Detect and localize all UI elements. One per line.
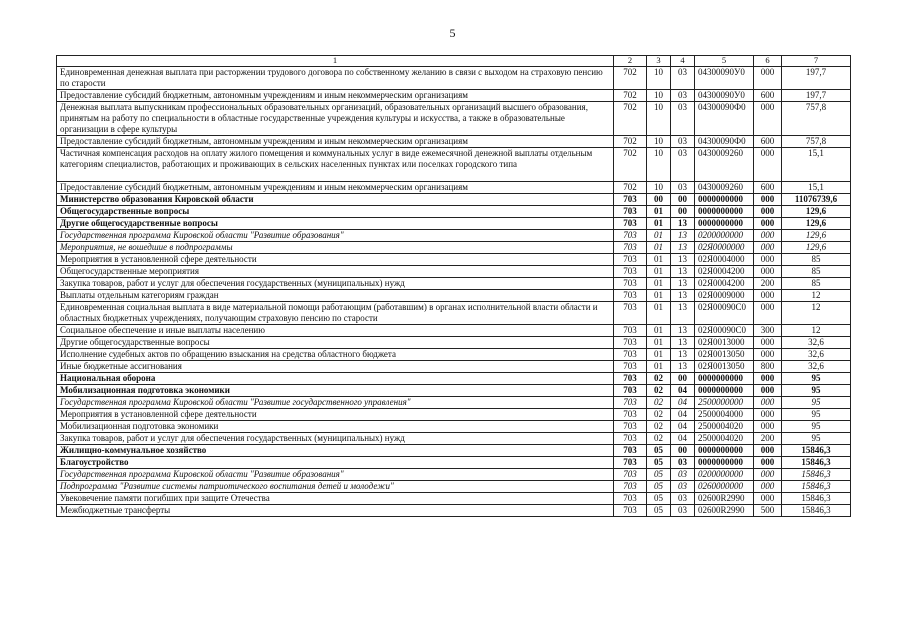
row-admin-code-cell: 702 <box>614 148 647 182</box>
row-section-cell: 01 <box>647 254 671 266</box>
header-cell: 4 <box>671 56 695 67</box>
row-section-cell: 01 <box>647 337 671 349</box>
row-amount-cell: 32,6 <box>782 337 851 349</box>
row-name-cell: Мероприятия в установленной сфере деятельности <box>57 409 614 421</box>
row-admin-code-cell: 703 <box>614 218 647 230</box>
row-admin-code-cell: 703 <box>614 469 647 481</box>
row-name-cell: Мероприятия, не вошедшие в подпрограммы <box>57 242 614 254</box>
row-target-article-cell: 0000000000 <box>695 194 754 206</box>
row-amount-cell: 15846,3 <box>782 457 851 469</box>
row-section-cell: 00 <box>647 194 671 206</box>
table-row <box>57 242 851 254</box>
row-expense-type-cell: 000 <box>754 67 782 90</box>
row-amount-cell: 85 <box>782 254 851 266</box>
row-admin-code-cell: 703 <box>614 266 647 278</box>
table-row <box>57 433 851 445</box>
table-row <box>57 206 851 218</box>
row-admin-code-cell: 703 <box>614 493 647 505</box>
row-subsection-cell: 13 <box>671 230 695 242</box>
row-amount-cell: 32,6 <box>782 361 851 373</box>
row-admin-code-cell: 703 <box>614 290 647 302</box>
row-section-cell: 10 <box>647 148 671 182</box>
row-expense-type-cell: 000 <box>754 206 782 218</box>
row-expense-type-cell: 000 <box>754 409 782 421</box>
row-expense-type-cell: 500 <box>754 505 782 517</box>
row-name-cell: Иные бюджетные ассигнования <box>57 361 614 373</box>
row-section-cell: 01 <box>647 349 671 361</box>
row-expense-type-cell: 000 <box>754 385 782 397</box>
table-row <box>57 67 851 90</box>
row-subsection-cell: 03 <box>671 136 695 148</box>
row-admin-code-cell: 703 <box>614 337 647 349</box>
row-subsection-cell: 13 <box>671 242 695 254</box>
row-expense-type-cell: 000 <box>754 194 782 206</box>
row-expense-type-cell: 000 <box>754 337 782 349</box>
row-subsection-cell: 04 <box>671 385 695 397</box>
row-name-cell: Национальная оборона <box>57 373 614 385</box>
row-amount-cell: 129,6 <box>782 218 851 230</box>
table-row <box>57 349 851 361</box>
row-expense-type-cell: 000 <box>754 457 782 469</box>
row-subsection-cell: 13 <box>671 302 695 325</box>
table-row <box>57 194 851 206</box>
row-subsection-cell: 03 <box>671 469 695 481</box>
row-target-article-cell: 04300090Ф0 <box>695 136 754 148</box>
row-section-cell: 01 <box>647 290 671 302</box>
row-target-article-cell: 0000000000 <box>695 218 754 230</box>
row-subsection-cell: 03 <box>671 505 695 517</box>
row-admin-code-cell: 703 <box>614 457 647 469</box>
table-row <box>57 90 851 102</box>
row-name-cell: Денежная выплата выпускникам профессиональных образовательных организаций, образовательных организаций высшего образования, принятым на работу по специальности в областные государственные учреждения культуры и искусства, а также в образовательные организации в сфере культуры <box>57 102 614 136</box>
row-name-cell: Министерство образования Кировской области <box>57 194 614 206</box>
row-subsection-cell: 13 <box>671 290 695 302</box>
row-target-article-cell: 2500004020 <box>695 433 754 445</box>
row-subsection-cell: 13 <box>671 278 695 290</box>
row-name-cell: Предоставление субсидий бюджетным, автономным учреждениям и иным некоммерческим организациям <box>57 182 614 194</box>
row-admin-code-cell: 703 <box>614 433 647 445</box>
row-subsection-cell: 13 <box>671 266 695 278</box>
row-amount-cell: 15846,3 <box>782 469 851 481</box>
row-target-article-cell: 0430009260 <box>695 148 754 182</box>
table-body <box>57 67 851 517</box>
table-row <box>57 481 851 493</box>
row-subsection-cell: 03 <box>671 182 695 194</box>
row-expense-type-cell: 000 <box>754 218 782 230</box>
row-amount-cell: 15846,3 <box>782 505 851 517</box>
row-target-article-cell: 02Я0013050 <box>695 349 754 361</box>
row-name-cell: Общегосударственные вопросы <box>57 206 614 218</box>
row-name-cell: Другие общегосударственные вопросы <box>57 337 614 349</box>
row-name-cell: Межбюджетные трансферты <box>57 505 614 517</box>
table-row <box>57 302 851 325</box>
row-name-cell: Частичная компенсация расходов на оплату жилого помещения и коммунальных услуг в виде ежемесячной денежной выплаты отдельным категориям специалистов, работающих и проживающих в сельских населенных пунктах или поселках городского типа <box>57 148 614 182</box>
row-section-cell: 02 <box>647 397 671 409</box>
row-admin-code-cell: 703 <box>614 278 647 290</box>
row-amount-cell: 15846,3 <box>782 481 851 493</box>
row-amount-cell: 11076739,6 <box>782 194 851 206</box>
table-row <box>57 409 851 421</box>
row-amount-cell: 85 <box>782 278 851 290</box>
row-target-article-cell: 0000000000 <box>695 457 754 469</box>
row-target-article-cell: 04300090У0 <box>695 67 754 90</box>
row-admin-code-cell: 703 <box>614 325 647 337</box>
row-amount-cell: 129,6 <box>782 206 851 218</box>
row-expense-type-cell: 000 <box>754 469 782 481</box>
table-row <box>57 469 851 481</box>
row-target-article-cell: 0000000000 <box>695 206 754 218</box>
row-expense-type-cell: 000 <box>754 421 782 433</box>
row-section-cell: 10 <box>647 90 671 102</box>
row-subsection-cell: 00 <box>671 373 695 385</box>
row-subsection-cell: 13 <box>671 349 695 361</box>
row-name-cell: Благоустройство <box>57 457 614 469</box>
row-expense-type-cell: 000 <box>754 102 782 136</box>
row-admin-code-cell: 703 <box>614 230 647 242</box>
table-row <box>57 325 851 337</box>
row-name-cell: Жилищно-коммунальное хозяйство <box>57 445 614 457</box>
row-name-cell: Исполнение судебных актов по обращению взыскания на средства областного бюджета <box>57 349 614 361</box>
row-section-cell: 10 <box>647 102 671 136</box>
row-subsection-cell: 03 <box>671 102 695 136</box>
row-amount-cell: 95 <box>782 373 851 385</box>
row-admin-code-cell: 702 <box>614 102 647 136</box>
row-section-cell: 02 <box>647 433 671 445</box>
row-amount-cell: 12 <box>782 325 851 337</box>
row-subsection-cell: 13 <box>671 337 695 349</box>
row-admin-code-cell: 703 <box>614 505 647 517</box>
row-admin-code-cell: 703 <box>614 302 647 325</box>
row-target-article-cell: 02Я0009000 <box>695 290 754 302</box>
row-target-article-cell: 0200000000 <box>695 469 754 481</box>
table-row <box>57 218 851 230</box>
row-name-cell: Выплаты отдельным категориям граждан <box>57 290 614 302</box>
row-subsection-cell: 04 <box>671 397 695 409</box>
row-name-cell: Единовременная денежная выплата при расторжении трудового договора по собственному желанию в связи с выходом на страховую пенсию по старости <box>57 67 614 90</box>
row-section-cell: 02 <box>647 421 671 433</box>
row-subsection-cell: 04 <box>671 409 695 421</box>
table-row <box>57 493 851 505</box>
row-admin-code-cell: 703 <box>614 349 647 361</box>
row-amount-cell: 15,1 <box>782 148 851 182</box>
row-amount-cell: 95 <box>782 397 851 409</box>
table-row <box>57 182 851 194</box>
row-admin-code-cell: 703 <box>614 254 647 266</box>
row-target-article-cell: 02Я0000000 <box>695 242 754 254</box>
row-expense-type-cell: 200 <box>754 278 782 290</box>
row-target-article-cell: 02600R2990 <box>695 493 754 505</box>
row-name-cell: Подпрограмма "Развитие системы патриотического воспитания детей и молодежи" <box>57 481 614 493</box>
row-section-cell: 10 <box>647 182 671 194</box>
row-expense-type-cell: 000 <box>754 349 782 361</box>
row-expense-type-cell: 000 <box>754 242 782 254</box>
row-target-article-cell: 0260000000 <box>695 481 754 493</box>
row-admin-code-cell: 703 <box>614 445 647 457</box>
row-expense-type-cell: 000 <box>754 373 782 385</box>
row-amount-cell: 95 <box>782 433 851 445</box>
row-amount-cell: 757,8 <box>782 136 851 148</box>
table-row <box>57 136 851 148</box>
row-subsection-cell: 03 <box>671 493 695 505</box>
table-row <box>57 148 851 182</box>
row-section-cell: 01 <box>647 302 671 325</box>
row-admin-code-cell: 703 <box>614 481 647 493</box>
row-target-article-cell: 2500000000 <box>695 397 754 409</box>
row-admin-code-cell: 703 <box>614 194 647 206</box>
row-section-cell: 10 <box>647 67 671 90</box>
row-name-cell: Закупка товаров, работ и услуг для обеспечения государственных (муниципальных) нужд <box>57 278 614 290</box>
row-section-cell: 01 <box>647 218 671 230</box>
header-cell: 5 <box>695 56 754 67</box>
row-section-cell: 05 <box>647 457 671 469</box>
row-expense-type-cell: 200 <box>754 433 782 445</box>
row-target-article-cell: 2500004000 <box>695 409 754 421</box>
row-amount-cell: 12 <box>782 290 851 302</box>
table-row <box>57 445 851 457</box>
header-cell: 7 <box>782 56 851 67</box>
budget-table <box>56 55 851 517</box>
table-row <box>57 290 851 302</box>
row-name-cell: Предоставление субсидий бюджетным, автономным учреждениям и иным некоммерческим организациям <box>57 90 614 102</box>
header-cell: 3 <box>647 56 671 67</box>
row-name-cell: Увековечение памяти погибших при защите Отечества <box>57 493 614 505</box>
row-target-article-cell: 02Я0004000 <box>695 254 754 266</box>
table-row <box>57 254 851 266</box>
row-amount-cell: 757,8 <box>782 102 851 136</box>
row-expense-type-cell: 000 <box>754 481 782 493</box>
row-target-article-cell: 02Я0004200 <box>695 278 754 290</box>
header-row <box>57 56 851 67</box>
row-target-article-cell: 0430009260 <box>695 182 754 194</box>
row-amount-cell: 197,7 <box>782 67 851 90</box>
row-target-article-cell: 0000000000 <box>695 385 754 397</box>
row-section-cell: 05 <box>647 445 671 457</box>
row-name-cell: Мобилизационная подготовка экономики <box>57 421 614 433</box>
row-admin-code-cell: 703 <box>614 397 647 409</box>
row-admin-code-cell: 702 <box>614 182 647 194</box>
row-admin-code-cell: 703 <box>614 409 647 421</box>
row-amount-cell: 12 <box>782 302 851 325</box>
row-subsection-cell: 03 <box>671 90 695 102</box>
row-amount-cell: 15,1 <box>782 182 851 194</box>
row-admin-code-cell: 702 <box>614 136 647 148</box>
row-amount-cell: 129,6 <box>782 242 851 254</box>
table-row <box>57 337 851 349</box>
row-section-cell: 01 <box>647 278 671 290</box>
row-section-cell: 01 <box>647 206 671 218</box>
row-expense-type-cell: 000 <box>754 266 782 278</box>
row-expense-type-cell: 000 <box>754 493 782 505</box>
row-name-cell: Государственная программа Кировской области "Развитие образования" <box>57 469 614 481</box>
row-admin-code-cell: 702 <box>614 90 647 102</box>
row-amount-cell: 32,6 <box>782 349 851 361</box>
row-subsection-cell: 13 <box>671 361 695 373</box>
row-expense-type-cell: 600 <box>754 182 782 194</box>
row-section-cell: 05 <box>647 505 671 517</box>
row-expense-type-cell: 000 <box>754 254 782 266</box>
row-name-cell: Единовременная социальная выплата в виде материальной помощи работающим (работавшим) в органах исполнительной власти области и областных бюджетных учреждениях, получающим страховую пенсию по старости <box>57 302 614 325</box>
row-expense-type-cell: 000 <box>754 302 782 325</box>
row-name-cell: Другие общегосударственные вопросы <box>57 218 614 230</box>
table-row <box>57 385 851 397</box>
row-amount-cell: 85 <box>782 266 851 278</box>
table-row <box>57 505 851 517</box>
row-section-cell: 10 <box>647 136 671 148</box>
table-row <box>57 373 851 385</box>
row-subsection-cell: 00 <box>671 206 695 218</box>
row-expense-type-cell: 300 <box>754 325 782 337</box>
row-section-cell: 01 <box>647 361 671 373</box>
row-section-cell: 01 <box>647 266 671 278</box>
row-name-cell: Закупка товаров, работ и услуг для обеспечения государственных (муниципальных) нужд <box>57 433 614 445</box>
row-expense-type-cell: 000 <box>754 445 782 457</box>
table-row <box>57 266 851 278</box>
row-amount-cell: 15846,3 <box>782 445 851 457</box>
row-subsection-cell: 03 <box>671 67 695 90</box>
row-amount-cell: 197,7 <box>782 90 851 102</box>
row-section-cell: 01 <box>647 325 671 337</box>
row-amount-cell: 95 <box>782 385 851 397</box>
row-target-article-cell: 0000000000 <box>695 445 754 457</box>
row-name-cell: Государственная программа Кировской области "Развитие государственного управления" <box>57 397 614 409</box>
row-section-cell: 01 <box>647 242 671 254</box>
row-section-cell: 02 <box>647 373 671 385</box>
header-cell: 6 <box>754 56 782 67</box>
row-subsection-cell: 13 <box>671 218 695 230</box>
table-row <box>57 397 851 409</box>
row-admin-code-cell: 702 <box>614 67 647 90</box>
row-name-cell: Мобилизационная подготовка экономики <box>57 385 614 397</box>
row-target-article-cell: 02Я00090С0 <box>695 302 754 325</box>
row-amount-cell: 95 <box>782 409 851 421</box>
row-amount-cell: 15846,3 <box>782 493 851 505</box>
row-subsection-cell: 00 <box>671 445 695 457</box>
page-number: 5 <box>449 26 456 40</box>
row-target-article-cell: 0200000000 <box>695 230 754 242</box>
row-target-article-cell: 02Я0013000 <box>695 337 754 349</box>
table-row <box>57 457 851 469</box>
row-expense-type-cell: 000 <box>754 290 782 302</box>
row-expense-type-cell: 600 <box>754 90 782 102</box>
row-admin-code-cell: 703 <box>614 373 647 385</box>
row-amount-cell: 129,6 <box>782 230 851 242</box>
row-expense-type-cell: 000 <box>754 230 782 242</box>
row-target-article-cell: 02Я0004200 <box>695 266 754 278</box>
row-section-cell: 05 <box>647 493 671 505</box>
table-row <box>57 278 851 290</box>
row-name-cell: Общегосударственные мероприятия <box>57 266 614 278</box>
row-target-article-cell: 02Я0013050 <box>695 361 754 373</box>
row-admin-code-cell: 703 <box>614 385 647 397</box>
row-target-article-cell: 02600R2990 <box>695 505 754 517</box>
header-cell: 2 <box>614 56 647 67</box>
row-expense-type-cell: 600 <box>754 136 782 148</box>
row-subsection-cell: 03 <box>671 148 695 182</box>
row-name-cell: Предоставление субсидий бюджетным, автономным учреждениям и иным некоммерческим организациям <box>57 136 614 148</box>
row-subsection-cell: 03 <box>671 481 695 493</box>
row-subsection-cell: 13 <box>671 254 695 266</box>
row-section-cell: 02 <box>647 409 671 421</box>
row-amount-cell: 95 <box>782 421 851 433</box>
row-admin-code-cell: 703 <box>614 361 647 373</box>
row-expense-type-cell: 800 <box>754 361 782 373</box>
row-name-cell: Социальное обеспечение и иные выплаты населению <box>57 325 614 337</box>
row-subsection-cell: 03 <box>671 457 695 469</box>
row-subsection-cell: 04 <box>671 421 695 433</box>
row-target-article-cell: 2500004020 <box>695 421 754 433</box>
row-expense-type-cell: 000 <box>754 148 782 182</box>
row-admin-code-cell: 703 <box>614 206 647 218</box>
row-subsection-cell: 13 <box>671 325 695 337</box>
table-row <box>57 361 851 373</box>
row-target-article-cell: 04300090У0 <box>695 90 754 102</box>
row-section-cell: 05 <box>647 469 671 481</box>
row-admin-code-cell: 703 <box>614 242 647 254</box>
row-expense-type-cell: 000 <box>754 397 782 409</box>
row-target-article-cell: 02Я00090С0 <box>695 325 754 337</box>
table-row <box>57 230 851 242</box>
row-name-cell: Государственная программа Кировской области "Развитие образования" <box>57 230 614 242</box>
row-section-cell: 02 <box>647 385 671 397</box>
row-subsection-cell: 00 <box>671 194 695 206</box>
row-admin-code-cell: 703 <box>614 421 647 433</box>
row-name-cell: Мероприятия в установленной сфере деятельности <box>57 254 614 266</box>
header-cell: 1 <box>57 56 614 67</box>
row-section-cell: 01 <box>647 230 671 242</box>
table-row <box>57 421 851 433</box>
table-row <box>57 102 851 136</box>
row-target-article-cell: 0000000000 <box>695 373 754 385</box>
row-subsection-cell: 04 <box>671 433 695 445</box>
row-target-article-cell: 04300090Ф0 <box>695 102 754 136</box>
row-section-cell: 05 <box>647 481 671 493</box>
